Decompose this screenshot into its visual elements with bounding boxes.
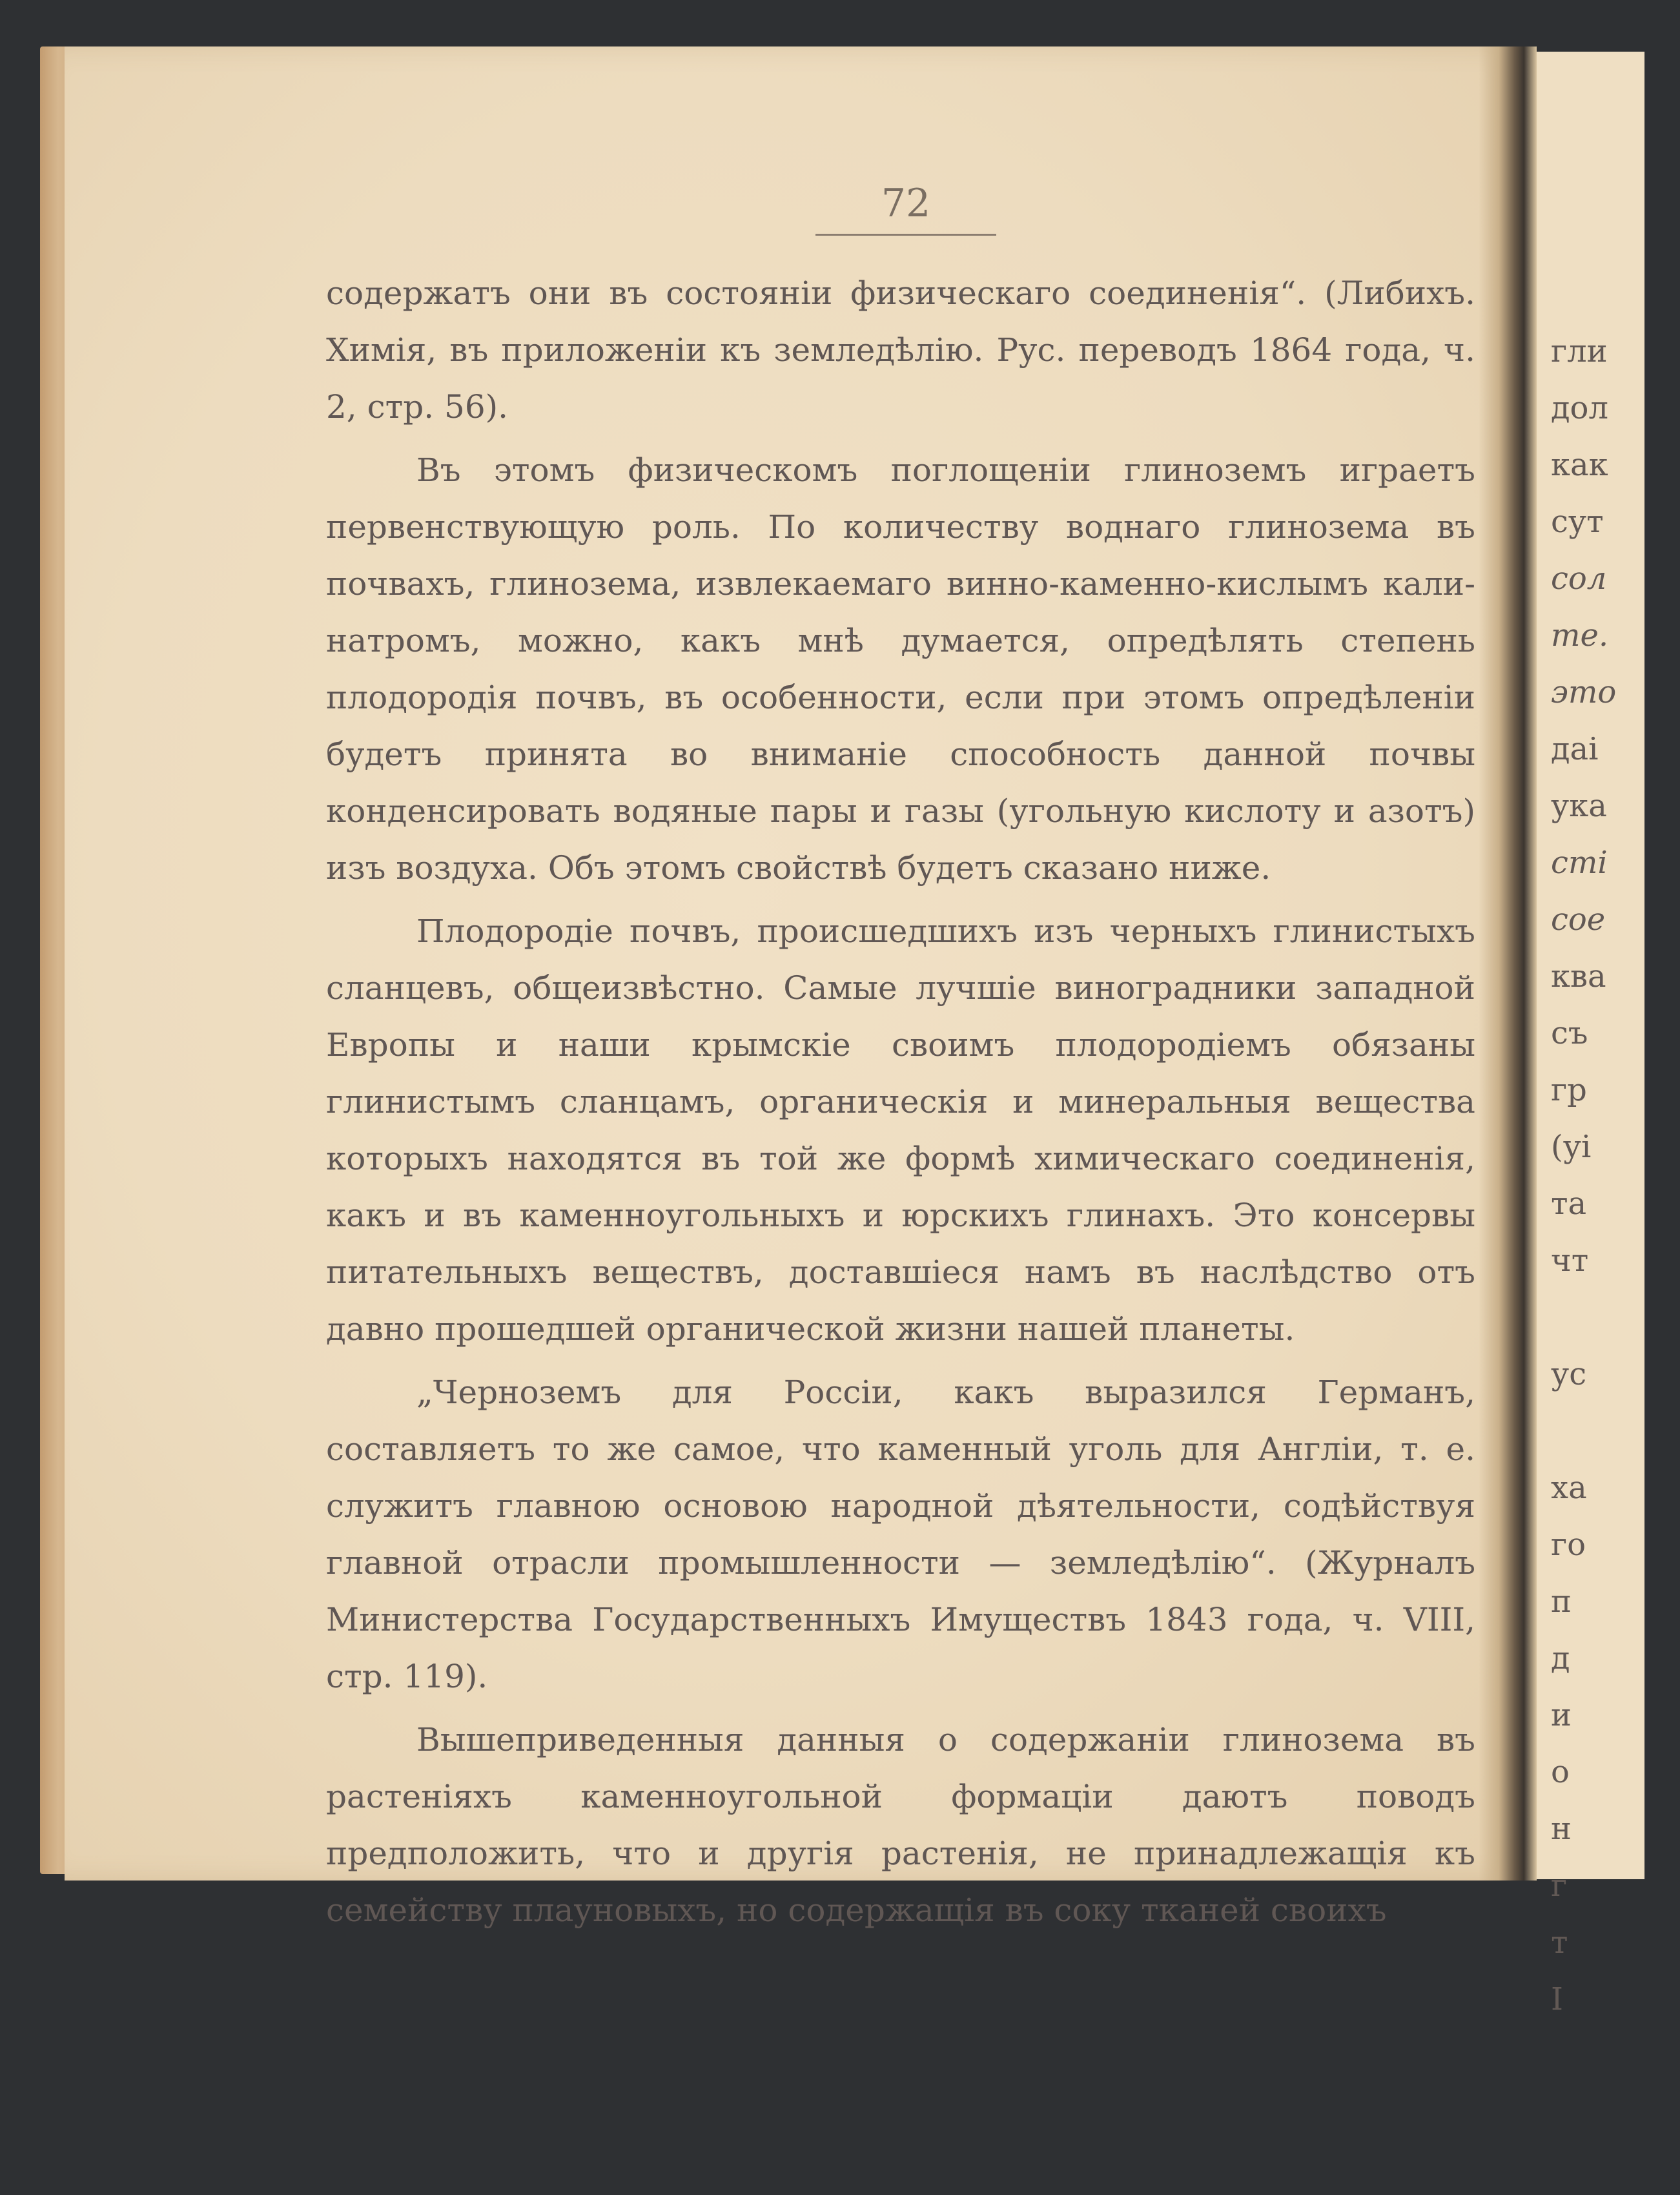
book-gutter xyxy=(1479,46,1537,1881)
facing-line: гр xyxy=(1551,1072,1587,1108)
paragraph-3: Плодородiе почвъ, происшедшихъ изъ черныхъ глинистыхъ сланцевъ, общеизвѣстно. Самые лучшiе виноградники западной Европы и наши крымскiе своимъ плодородiемъ обязаны глинистымъ сланцамъ, органическiя и минеральныя вещества которыхъ находятся въ той же формѣ химическаго соединенiя, какъ и въ каменноугольныхъ и юрскихъ глинахъ. Это консервы питательныхъ веществъ, доставшiеся намъ въ наслѣдство отъ давно прошедшей органической жизни нашей планеты. xyxy=(326,912,1475,1348)
facing-line: н xyxy=(1551,1811,1572,1847)
facing-line xyxy=(1551,1289,1680,1346)
facing-line: и xyxy=(1551,1697,1572,1733)
facing-line: чт xyxy=(1551,1242,1589,1279)
facing-line: г xyxy=(1551,1868,1568,1904)
facing-line: о xyxy=(1551,1754,1570,1790)
facing-line: ус xyxy=(1551,1356,1587,1392)
facing-line: ха xyxy=(1551,1470,1587,1506)
facing-line: сут xyxy=(1551,504,1604,540)
facing-line: сті xyxy=(1551,845,1608,881)
facing-line: гли xyxy=(1551,333,1608,369)
page-body xyxy=(326,265,1475,1939)
facing-line: как xyxy=(1551,447,1608,483)
facing-page-fragments xyxy=(1551,323,1680,2028)
paragraph-5: Вышеприведенныя данныя о содержанiи глинозема въ растенiяхъ каменноугольной формацiи даютъ поводъ предположить, что и другiя растенiя, не принадлежащiя къ семейству плауновыхъ, но содержащiя въ соку тканей своихъ xyxy=(326,1721,1475,1929)
facing-page xyxy=(1537,52,1644,2017)
facing-line: та xyxy=(1551,1186,1587,1222)
header-rule xyxy=(815,234,996,236)
page-number: 72 xyxy=(881,181,931,226)
paragraph-4: „Черноземъ для Россiи, какъ выразился Германъ, составляетъ то же самое, что каменный уголь для Англiи, т. е. служитъ главною основою народной дѣятельности, содѣйствуя главной отрасли промышленности — земледѣлiю“. (Журналъ Министерства Государственныхъ Имуществъ 1843 года, ч. VIII, стр. 119). xyxy=(326,1374,1475,1695)
facing-line: т xyxy=(1551,1924,1568,1961)
facing-line: ква xyxy=(1551,958,1606,994)
facing-line: п xyxy=(1551,1583,1572,1620)
facing-line: го xyxy=(1551,1527,1586,1563)
facing-line: это xyxy=(1551,674,1617,710)
facing-line: І xyxy=(1551,1981,1563,2017)
facing-line: сое xyxy=(1551,902,1606,938)
facing-line: съ xyxy=(1551,1015,1588,1051)
facing-line: д xyxy=(1551,1640,1570,1676)
facing-line: (уі xyxy=(1551,1129,1592,1165)
facing-line: те. xyxy=(1551,617,1609,654)
facing-line: сол xyxy=(1551,561,1607,597)
facing-line: даі xyxy=(1551,731,1599,767)
facing-line xyxy=(1551,1403,1680,1459)
facing-line: ука xyxy=(1551,788,1607,824)
paragraph-1: содержатъ они въ состоянiи физическаго соединенiя“. (Либихъ. Химiя, въ приложенiи къ земледѣлiю. Рус. переводъ 1864 года, ч. 2, стр. 56). xyxy=(326,274,1475,426)
paragraph-2: Въ этомъ физическомъ поглощенiи глиноземъ играетъ первенствующую роль. По количеству воднаго глинозема въ почвахъ, глинозема, извлекаемаго винно-каменно-кислымъ кали-натромъ, можно, какъ мнѣ думается, опредѣлять степень плодородiя почвъ, въ особенности, если при этомъ опредѣленiи будетъ принята во вниманiе способность данной почвы конденсировать водяные пары и газы (угольную кислоту и азотъ) изъ воздуха. Объ этомъ свойствѣ будетъ сказано ниже. xyxy=(326,451,1475,887)
facing-line: дол xyxy=(1551,390,1608,426)
